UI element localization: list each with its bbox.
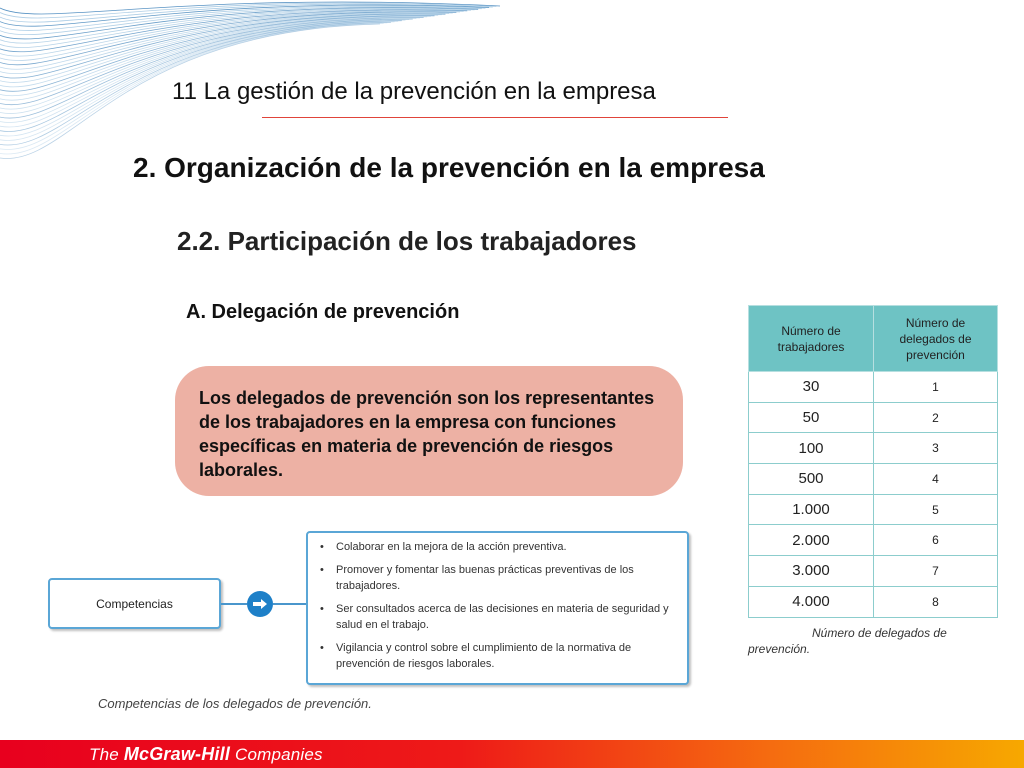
- table-row: [749, 556, 998, 587]
- publisher-logo: [89, 744, 323, 765]
- section-title: A. Delegación de prevención: [186, 301, 460, 323]
- competencia-item: • Promover y fomentar las buenas prácticas preventivas de los trabajadores.: [318, 562, 679, 594]
- page-title: 2. Organización de la prevención en la empresa: [133, 152, 765, 183]
- delegates-table: [748, 305, 998, 618]
- brand-name: McGraw-Hill: [123, 744, 231, 764]
- table-row: [749, 586, 998, 617]
- wave-line: [0, 15, 438, 87]
- brand-suffix: Companies: [230, 745, 323, 764]
- competencia-item: • Colaborar en la mejora de la acción preventiva.: [318, 539, 679, 555]
- cell-delegados: 6: [874, 525, 998, 556]
- subsection-title: 2.2. Participación de los trabajadores: [177, 226, 637, 256]
- definition-callout: [175, 366, 683, 496]
- table-header-row: [749, 306, 998, 372]
- table-row: [749, 372, 998, 403]
- table-row: [749, 433, 998, 464]
- table-row: [749, 525, 998, 556]
- table-row: [749, 464, 998, 495]
- cell-delegados: 4: [874, 464, 998, 495]
- table-caption: Número de delegados de prevención.: [748, 626, 947, 656]
- competencias-box: Competencias: [48, 578, 221, 629]
- callout-text: Los delegados de prevención son los representantes de los trabajadores en la empresa con funciones específicas en materia de prevención de riesgos laborales.: [199, 388, 655, 480]
- cell-delegados: 8: [874, 586, 998, 617]
- cell-delegados: 2: [874, 402, 998, 433]
- cell-trabajadores: 100: [749, 433, 874, 464]
- competencias-list-box: [306, 531, 689, 685]
- cell-trabajadores: 1.000: [749, 494, 874, 525]
- table-row: [749, 494, 998, 525]
- arrow-right-icon: [247, 591, 273, 617]
- brand-prefix: The: [89, 745, 124, 764]
- cell-delegados: 1: [874, 372, 998, 403]
- competencia-item: • Ser consultados acerca de las decisiones en materia de seguridad y salud en el trabajo.: [318, 601, 679, 633]
- header-divider: [262, 117, 728, 118]
- cell-delegados: 7: [874, 556, 998, 587]
- header-title: 11 La gestión de la prevención en la empresa: [172, 78, 656, 105]
- header-delegados: Número de delegados de prevención: [874, 306, 998, 372]
- competencia-item: • Vigilancia y control sobre el cumplimiento de la normativa de prevención de riesgos laborales.: [318, 640, 679, 672]
- cell-delegados: 3: [874, 433, 998, 464]
- cell-trabajadores: 50: [749, 402, 874, 433]
- table-row: [749, 402, 998, 433]
- cell-trabajadores: 2.000: [749, 525, 874, 556]
- header-trabajadores: Número de trabajadores: [749, 306, 874, 372]
- connector-line-left: [221, 603, 247, 605]
- cell-delegados: 5: [874, 494, 998, 525]
- connector-line-right: [273, 603, 306, 605]
- cell-trabajadores: 3.000: [749, 556, 874, 587]
- cell-trabajadores: 30: [749, 372, 874, 403]
- competencias-list: [318, 539, 679, 672]
- competencias-caption: Competencias de los delegados de prevención.: [98, 696, 372, 711]
- cell-trabajadores: 500: [749, 464, 874, 495]
- wave-line: [0, 21, 402, 132]
- cell-trabajadores: 4.000: [749, 586, 874, 617]
